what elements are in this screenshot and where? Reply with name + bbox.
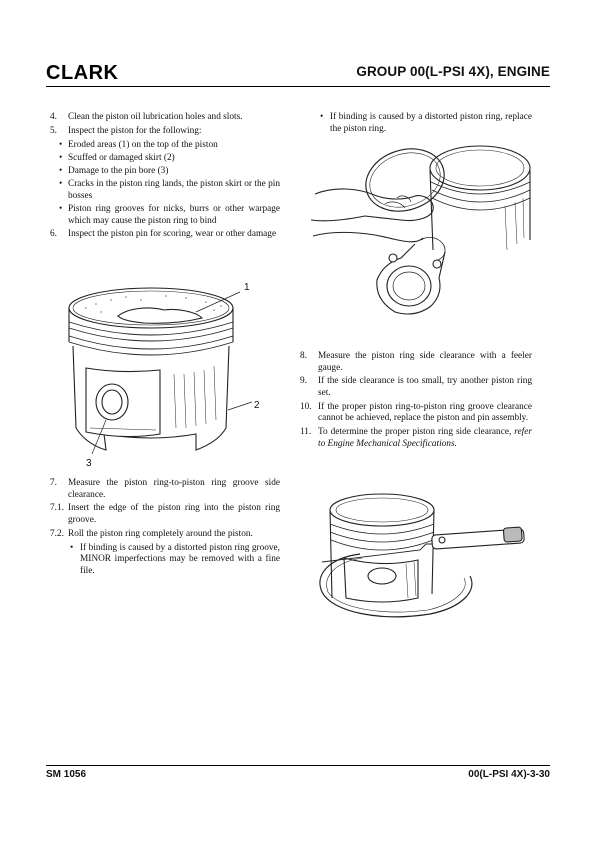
step-number: 7. bbox=[50, 478, 57, 488]
step-5 bbox=[50, 126, 280, 138]
step-11 bbox=[300, 427, 532, 450]
step-6 bbox=[50, 229, 280, 241]
step-number: 7.1. bbox=[50, 503, 64, 514]
step-number: 11. bbox=[300, 427, 312, 438]
clark-logo bbox=[46, 62, 120, 82]
spec-reference: refer to Engine Mechanical Specifications. bbox=[318, 427, 532, 449]
inspect-bullet: • Piston ring grooves for nicks, burrs or other warpage which may cause the piston ring to bind bbox=[50, 204, 280, 227]
piston-damage-figure bbox=[56, 278, 276, 468]
step-number: 8. bbox=[300, 351, 307, 361]
ring-rolling-figure bbox=[305, 140, 535, 320]
clark-logo-text: CLARK bbox=[46, 62, 119, 82]
step-text: Inspect the piston pin for scoring, wear or other damage bbox=[68, 229, 277, 240]
callout-1: 1 bbox=[244, 282, 250, 293]
step-number: 7.2. bbox=[50, 528, 64, 539]
inspect-bullet: • Damage to the pin bore (3) bbox=[50, 166, 280, 178]
inspect-bullet: • Eroded areas (1) on the top of the piston bbox=[50, 140, 280, 152]
left-column-top bbox=[50, 112, 280, 243]
step-4 bbox=[50, 112, 280, 124]
step-9 bbox=[300, 376, 532, 399]
footer-rule bbox=[46, 765, 550, 766]
header-rule bbox=[46, 86, 550, 87]
page-number: 00(L-PSI 4X)-3-30 bbox=[468, 769, 550, 780]
file-groove-bullet: • If binding is caused by a distorted piston ring groove, MINOR imperfections may be removed with a fine file. bbox=[50, 543, 280, 578]
step-text: Inspect the piston for the following: bbox=[68, 125, 202, 136]
step-text: If the side clearance is too small, try another piston ring set. bbox=[318, 376, 532, 398]
callout-2: 2 bbox=[254, 400, 260, 411]
step-number: 9. bbox=[300, 376, 307, 387]
step-text: Clean the piston oil lubrication holes and slots. bbox=[68, 112, 243, 122]
inspect-bullet: • Scuffed or damaged skirt (2) bbox=[50, 153, 280, 165]
step-7 bbox=[50, 478, 280, 501]
step-8 bbox=[300, 351, 532, 374]
step-text: Roll the piston ring completely around the piston. bbox=[68, 528, 253, 539]
step-number: 10. bbox=[300, 401, 312, 412]
step-text: Insert the edge of the piston ring into the piston ring groove. bbox=[68, 503, 280, 525]
section-title: GROUP 00(L-PSI 4X), ENGINE bbox=[356, 64, 550, 79]
step-number: 6. bbox=[50, 229, 57, 240]
step-7-2 bbox=[50, 529, 280, 541]
callout-3: 3 bbox=[86, 458, 92, 468]
step-text: Measure the piston ring side clearance with a feeler gauge. bbox=[318, 351, 532, 373]
feeler-gauge-figure bbox=[310, 488, 535, 623]
step-text: To determine the proper piston ring side clearance, bbox=[318, 427, 512, 438]
step-10 bbox=[300, 402, 532, 425]
step-text: If the proper piston ring-to-piston ring groove clearance cannot be achieved, replace the piston and pin assembly. bbox=[318, 401, 532, 424]
replace-ring-bullet: • If binding is caused by a distorted piston ring, replace the piston ring. bbox=[300, 112, 532, 135]
left-column-bottom bbox=[50, 478, 280, 579]
right-column-bottom bbox=[300, 351, 532, 453]
manual-number: SM 1056 bbox=[46, 769, 87, 780]
right-column-top bbox=[300, 112, 532, 137]
step-text: Measure the piston ring-to-piston ring groove side clearance. bbox=[68, 478, 280, 500]
step-number: 5. bbox=[50, 125, 57, 136]
step-7-1 bbox=[50, 503, 280, 526]
step-number: 4. bbox=[50, 112, 57, 122]
inspect-bullet: • Cracks in the piston ring lands, the piston skirt or the pin bosses bbox=[50, 179, 280, 202]
